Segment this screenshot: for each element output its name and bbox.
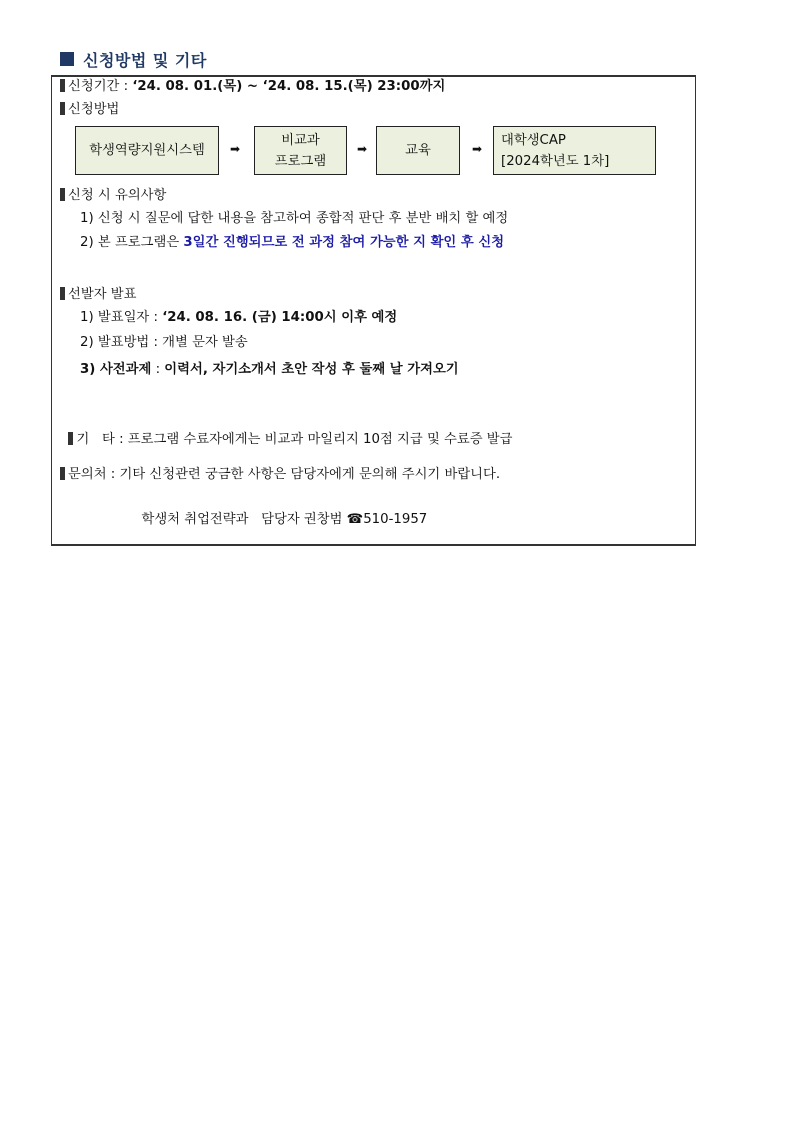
- notes-label: 신청 시 유의사항: [68, 188, 167, 203]
- inquiry-value: 기타 신청관련 궁금한 사항은 담당자에게 문의해 주시기 바랍니다.: [119, 467, 501, 482]
- flow-step-label: 대학생CAP [2024학년도 1차]: [501, 132, 610, 169]
- flow-step-label: 교육: [405, 143, 431, 158]
- section-marker-icon: [60, 102, 65, 115]
- announce-item-1: [80, 309, 397, 327]
- section-title-text: 신청방법 및 기타: [83, 50, 207, 70]
- pretask-sep: :: [151, 362, 165, 377]
- announce-item-2: [80, 334, 248, 352]
- announce-label: 선발자 발표: [68, 287, 137, 302]
- notes-item-2-emphasis: 3일간 진행되므로 전 과정 참여 가능한 지 확인 후 신청: [183, 235, 505, 250]
- other-row: [60, 413, 512, 449]
- arrow-right-icon: ➡: [230, 142, 241, 156]
- section-marker-icon: [68, 432, 73, 445]
- announce-date-value: ‘24. 08. 16. (금) 14:00시 이후 예정: [162, 310, 398, 325]
- section-marker-icon: [60, 79, 65, 92]
- announce-date-label: 1) 발표일자 :: [80, 310, 163, 325]
- square-bullet-icon: [60, 52, 74, 66]
- flow-step-label: 학생역량지원시스템: [89, 143, 205, 158]
- flow-step-education: [376, 126, 460, 175]
- notes-item-2: [80, 234, 504, 252]
- other-label: 기 타 :: [76, 432, 128, 447]
- flow-step-label: 비교과 프로그램: [274, 132, 327, 169]
- flow-step-system: [75, 126, 219, 175]
- announce-item-3: [80, 361, 459, 379]
- announce-method-text: 2) 발표방법 : 개별 문자 발송: [80, 335, 248, 350]
- pretask-label: 3) 사전과제: [80, 362, 152, 377]
- period-value: ‘24. 08. 01.(목) ~ ‘24. 08. 15.(목) 23:00까지: [132, 79, 446, 94]
- section-marker-icon: [60, 188, 65, 201]
- section-marker-icon: [60, 467, 65, 480]
- arrow-right-icon: ➡: [357, 142, 368, 156]
- notes-item-2-prefix: 2) 본 프로그램은: [80, 235, 184, 250]
- announce-row: [60, 286, 136, 304]
- notes-item-1-text: 1) 신청 시 질문에 답한 내용을 참고하여 종합적 판단 후 분반 배치 할 예정: [80, 211, 509, 226]
- section-title: [60, 47, 207, 71]
- inquiry-row: [60, 466, 500, 484]
- notes-item-1: [80, 210, 508, 228]
- flow-step-cap: [493, 126, 656, 175]
- method-row: [60, 101, 119, 119]
- inquiry-label: 문의처 :: [68, 467, 120, 482]
- inquiry-contact: [133, 493, 427, 529]
- flow-step-program: [254, 126, 347, 175]
- pretask-value: 이력서, 자기소개서 초안 작성 후 둘째 날 가져오기: [164, 362, 459, 377]
- period-row: [60, 78, 445, 96]
- other-value: 프로그램 수료자에게는 비교과 마일리지 10점 지급 및 수료증 발급: [127, 432, 513, 447]
- contact-text: 학생처 취업전략과 담당자 권창범 ☎510-1957: [141, 512, 428, 527]
- notes-row: [60, 187, 166, 205]
- section-marker-icon: [60, 287, 65, 300]
- period-label: 신청기간 :: [68, 79, 133, 94]
- arrow-right-icon: ➡: [472, 142, 483, 156]
- method-label: 신청방법: [68, 102, 120, 117]
